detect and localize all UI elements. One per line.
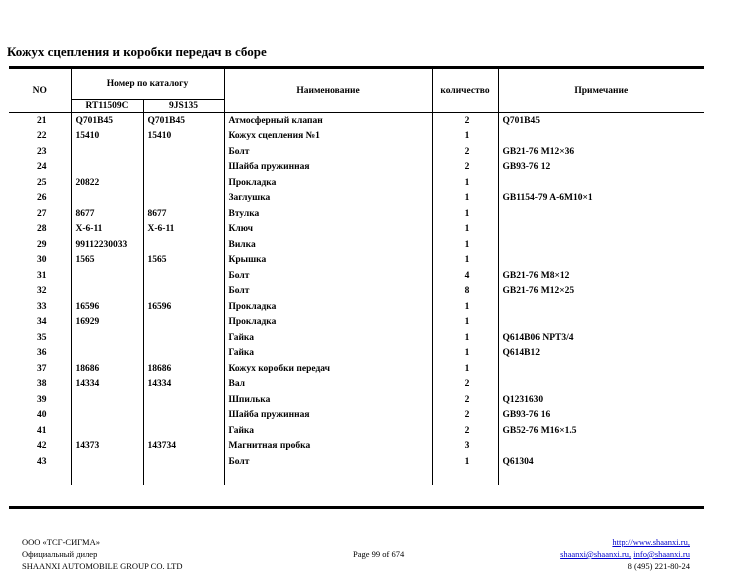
table-row bbox=[9, 439, 704, 455]
row-catalog-rt11509c: 14373 bbox=[71, 439, 143, 455]
row-catalog-9js135 bbox=[143, 408, 224, 424]
row-no: 41 bbox=[37, 425, 47, 436]
header-no: NO bbox=[9, 69, 71, 113]
row-no: 29 bbox=[37, 239, 47, 250]
row-qty: 1 bbox=[432, 222, 498, 238]
row-qty: 2 bbox=[432, 408, 498, 424]
row-qty: 1 bbox=[432, 299, 498, 315]
table-row bbox=[9, 160, 704, 176]
parts-table bbox=[9, 69, 704, 485]
table-row bbox=[9, 222, 704, 238]
row-catalog-rt11509c: 18686 bbox=[71, 361, 143, 377]
table-row bbox=[9, 454, 704, 470]
row-no: 43 bbox=[37, 456, 47, 467]
empty-cell bbox=[71, 470, 143, 486]
table-row bbox=[9, 408, 704, 424]
table-row bbox=[9, 361, 704, 377]
row-no: 35 bbox=[37, 332, 47, 343]
row-qty: 4 bbox=[432, 268, 498, 284]
row-note bbox=[498, 253, 704, 269]
footer-site-link[interactable]: http://www.shaanxi.ru, bbox=[612, 537, 690, 547]
row-catalog-9js135: 14334 bbox=[143, 377, 224, 393]
row-name: Прокладка bbox=[224, 315, 432, 331]
table-row bbox=[9, 299, 704, 315]
row-name: Гайка bbox=[224, 423, 432, 439]
row-qty: 1 bbox=[432, 330, 498, 346]
row-no: 32 bbox=[37, 286, 47, 297]
row-name: Втулка bbox=[224, 206, 432, 222]
table-row bbox=[9, 423, 704, 439]
row-catalog-9js135: X-6-11 bbox=[143, 222, 224, 238]
row-name: Болт bbox=[224, 268, 432, 284]
row-no: 40 bbox=[37, 410, 47, 421]
row-qty: 1 bbox=[432, 175, 498, 191]
empty-cell bbox=[224, 470, 432, 486]
table-row bbox=[9, 144, 704, 160]
empty-cell bbox=[143, 470, 224, 486]
footer-phone: 8 (495) 221-80-24 bbox=[627, 561, 690, 571]
row-note bbox=[498, 222, 704, 238]
header-sub-9js135: 9JS135 bbox=[143, 100, 224, 113]
row-note: GB21-76 M12×25 bbox=[498, 284, 704, 300]
row-qty: 2 bbox=[432, 423, 498, 439]
row-no: 27 bbox=[37, 208, 47, 219]
row-no: 33 bbox=[37, 301, 47, 312]
row-catalog-rt11509c: 1565 bbox=[71, 253, 143, 269]
row-no: 25 bbox=[37, 177, 47, 188]
row-note: GB1154-79 A-6M10×1 bbox=[498, 191, 704, 207]
row-no: 38 bbox=[37, 379, 47, 390]
row-qty: 1 bbox=[432, 253, 498, 269]
table-row bbox=[9, 377, 704, 393]
row-catalog-9js135 bbox=[143, 346, 224, 362]
row-note bbox=[498, 299, 704, 315]
row-note bbox=[498, 237, 704, 253]
row-catalog-9js135: 16596 bbox=[143, 299, 224, 315]
row-note: Q614B06 NPT3/4 bbox=[498, 330, 704, 346]
row-qty: 1 bbox=[432, 206, 498, 222]
table-row bbox=[9, 315, 704, 331]
row-note bbox=[498, 439, 704, 455]
footer-company: ООО «ТСГ-СИГМА» bbox=[22, 537, 100, 547]
row-name: Вилка bbox=[224, 237, 432, 253]
row-no: 36 bbox=[37, 348, 47, 359]
row-qty: 1 bbox=[432, 315, 498, 331]
row-no: 28 bbox=[37, 224, 47, 235]
row-catalog-9js135 bbox=[143, 237, 224, 253]
empty-cell bbox=[498, 470, 704, 486]
row-catalog-rt11509c bbox=[71, 191, 143, 207]
table-row bbox=[9, 237, 704, 253]
row-name: Кожух коробки передач bbox=[224, 361, 432, 377]
row-catalog-rt11509c bbox=[71, 268, 143, 284]
row-note: Q1231630 bbox=[498, 392, 704, 408]
table-bottom-rule bbox=[9, 506, 704, 509]
row-note: GB93-76 16 bbox=[498, 408, 704, 424]
row-no: 23 bbox=[37, 146, 47, 157]
row-catalog-9js135: Q701B45 bbox=[143, 113, 224, 129]
row-qty: 1 bbox=[432, 361, 498, 377]
row-catalog-9js135 bbox=[143, 268, 224, 284]
table-row bbox=[9, 253, 704, 269]
row-catalog-rt11509c bbox=[71, 454, 143, 470]
footer-page-number: Page 99 of 674 bbox=[353, 549, 405, 559]
row-note: Q61304 bbox=[498, 454, 704, 470]
header-qty: количество bbox=[432, 69, 498, 113]
table-row bbox=[9, 268, 704, 284]
row-no: 37 bbox=[37, 363, 47, 374]
row-catalog-9js135 bbox=[143, 284, 224, 300]
row-catalog-rt11509c: 16596 bbox=[71, 299, 143, 315]
row-name: Болт bbox=[224, 144, 432, 160]
table-row bbox=[9, 206, 704, 222]
row-name: Ключ bbox=[224, 222, 432, 238]
row-no: 26 bbox=[37, 193, 47, 204]
row-note bbox=[498, 206, 704, 222]
row-name: Заглушка bbox=[224, 191, 432, 207]
row-catalog-rt11509c bbox=[71, 392, 143, 408]
row-qty: 2 bbox=[432, 113, 498, 129]
row-catalog-rt11509c: 20822 bbox=[71, 175, 143, 191]
row-name: Шпилька bbox=[224, 392, 432, 408]
row-catalog-9js135: 143734 bbox=[143, 439, 224, 455]
row-no: 42 bbox=[37, 441, 47, 452]
row-name: Вал bbox=[224, 377, 432, 393]
row-qty: 8 bbox=[432, 284, 498, 300]
row-qty: 2 bbox=[432, 160, 498, 176]
row-no: 39 bbox=[37, 394, 47, 405]
empty-cell bbox=[432, 470, 498, 486]
row-catalog-rt11509c: 99112230033 bbox=[71, 237, 143, 253]
table-spacer-row bbox=[9, 470, 704, 486]
row-catalog-rt11509c: 14334 bbox=[71, 377, 143, 393]
footer-email-link[interactable]: shaanxi@shaanxi.ru, bbox=[560, 549, 632, 559]
footer-left bbox=[22, 536, 183, 572]
row-catalog-rt11509c: 8677 bbox=[71, 206, 143, 222]
row-no: 34 bbox=[37, 317, 47, 328]
row-name: Прокладка bbox=[224, 175, 432, 191]
header-note: Примечание bbox=[498, 69, 704, 113]
row-note bbox=[498, 129, 704, 145]
row-qty: 1 bbox=[432, 129, 498, 145]
row-catalog-rt11509c bbox=[71, 144, 143, 160]
row-name: Гайка bbox=[224, 330, 432, 346]
table-row bbox=[9, 129, 704, 145]
row-catalog-rt11509c bbox=[71, 346, 143, 362]
row-catalog-9js135 bbox=[143, 160, 224, 176]
row-name: Крышка bbox=[224, 253, 432, 269]
row-qty: 1 bbox=[432, 454, 498, 470]
row-note: Q614B12 bbox=[498, 346, 704, 362]
row-catalog-rt11509c bbox=[71, 423, 143, 439]
row-catalog-9js135 bbox=[143, 315, 224, 331]
table-row bbox=[9, 330, 704, 346]
row-note: GB21-76 M12×36 bbox=[498, 144, 704, 160]
row-no: 21 bbox=[37, 115, 47, 126]
footer-info-email-link[interactable]: info@shaanxi.ru bbox=[633, 549, 690, 559]
row-qty: 1 bbox=[432, 346, 498, 362]
row-catalog-rt11509c: Q701B45 bbox=[71, 113, 143, 129]
row-name: Шайба пружинная bbox=[224, 160, 432, 176]
footer-dealer: Официальный дилер bbox=[22, 549, 98, 559]
row-note bbox=[498, 315, 704, 331]
row-name: Болт bbox=[224, 284, 432, 300]
row-no: 22 bbox=[37, 131, 47, 142]
row-catalog-rt11509c bbox=[71, 330, 143, 346]
row-note bbox=[498, 175, 704, 191]
row-name: Прокладка bbox=[224, 299, 432, 315]
row-note: GB93-76 12 bbox=[498, 160, 704, 176]
footer-maker: SHAANXI AUTOMOBILE GROUP CO. LTD bbox=[22, 561, 183, 571]
table-row bbox=[9, 191, 704, 207]
row-qty: 2 bbox=[432, 392, 498, 408]
row-catalog-9js135 bbox=[143, 330, 224, 346]
row-catalog-9js135: 1565 bbox=[143, 253, 224, 269]
footer-right bbox=[560, 536, 690, 572]
row-name: Атмосферный клапан bbox=[224, 113, 432, 129]
row-catalog-rt11509c: 15410 bbox=[71, 129, 143, 145]
row-catalog-9js135 bbox=[143, 454, 224, 470]
row-qty: 1 bbox=[432, 191, 498, 207]
row-name: Кожух сцепления №1 bbox=[224, 129, 432, 145]
row-catalog-rt11509c bbox=[71, 284, 143, 300]
row-catalog-9js135: 18686 bbox=[143, 361, 224, 377]
row-catalog-rt11509c bbox=[71, 160, 143, 176]
table-row bbox=[9, 175, 704, 191]
row-note bbox=[498, 377, 704, 393]
row-catalog-9js135: 8677 bbox=[143, 206, 224, 222]
row-no: 31 bbox=[37, 270, 47, 281]
row-qty: 2 bbox=[432, 377, 498, 393]
row-name: Гайка bbox=[224, 346, 432, 362]
table-row bbox=[9, 284, 704, 300]
header-sub-rt11509c: RT11509C bbox=[71, 100, 143, 113]
table-row bbox=[9, 346, 704, 362]
row-catalog-9js135 bbox=[143, 144, 224, 160]
row-note: GB52-76 M16×1.5 bbox=[498, 423, 704, 439]
row-name: Шайба пружинная bbox=[224, 408, 432, 424]
row-note: GB21-76 M8×12 bbox=[498, 268, 704, 284]
row-catalog-9js135: 15410 bbox=[143, 129, 224, 145]
row-name: Болт bbox=[224, 454, 432, 470]
row-note bbox=[498, 361, 704, 377]
table-body bbox=[9, 113, 704, 486]
header-catalog: Номер по каталогу bbox=[71, 69, 224, 100]
page-title: Кожух сцепления и коробки передач в сборе bbox=[7, 44, 267, 59]
row-qty: 3 bbox=[432, 439, 498, 455]
row-catalog-9js135 bbox=[143, 175, 224, 191]
row-catalog-9js135 bbox=[143, 392, 224, 408]
row-catalog-9js135 bbox=[143, 191, 224, 207]
row-note: Q701B45 bbox=[498, 113, 704, 129]
row-catalog-rt11509c bbox=[71, 408, 143, 424]
row-no: 24 bbox=[37, 162, 47, 173]
table-row bbox=[9, 392, 704, 408]
row-catalog-9js135 bbox=[143, 423, 224, 439]
row-qty: 1 bbox=[432, 237, 498, 253]
row-name: Магнитная пробка bbox=[224, 439, 432, 455]
empty-cell bbox=[9, 470, 71, 486]
row-catalog-rt11509c: 16929 bbox=[71, 315, 143, 331]
row-no: 30 bbox=[37, 255, 47, 266]
table-row bbox=[9, 113, 704, 129]
row-catalog-rt11509c: X-6-11 bbox=[71, 222, 143, 238]
row-qty: 2 bbox=[432, 144, 498, 160]
header-name: Наименование bbox=[224, 69, 432, 113]
